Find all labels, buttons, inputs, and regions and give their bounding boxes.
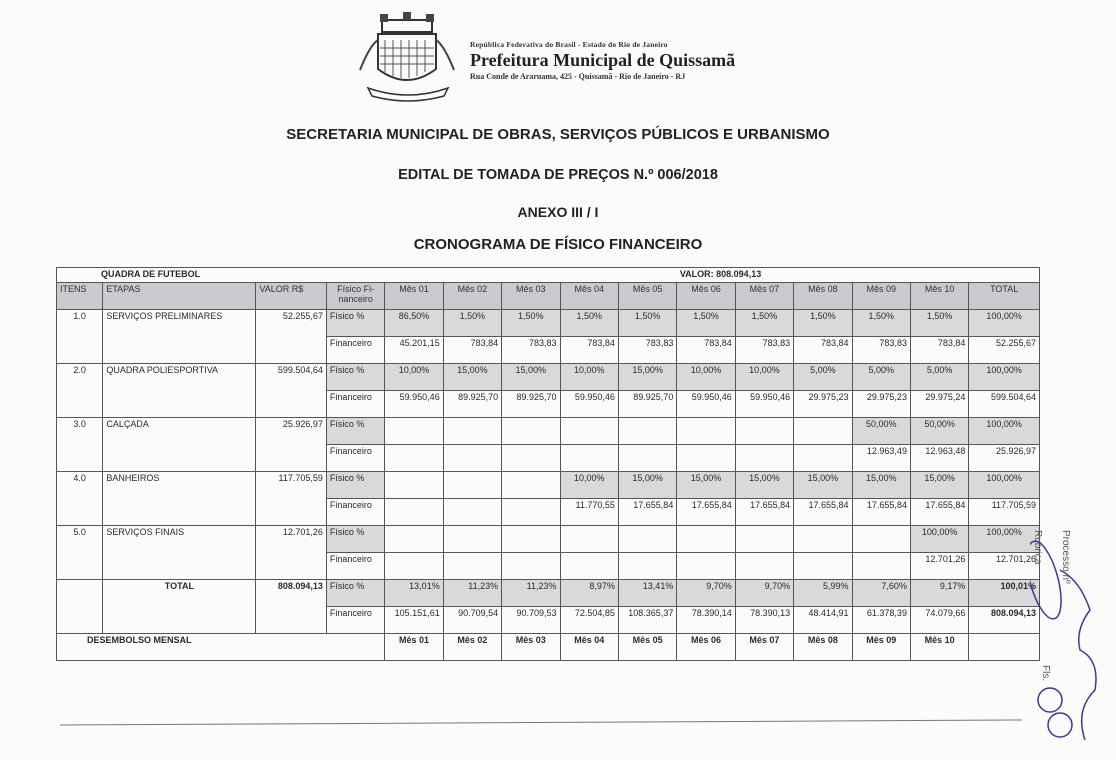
fisico-cell: 1,50% <box>502 310 560 337</box>
financeiro-label: Financeiro <box>326 607 384 634</box>
fisico-cell <box>618 526 676 553</box>
financeiro-cell <box>385 553 443 580</box>
financeiro-cell <box>560 445 618 472</box>
fisico-cell <box>385 526 443 553</box>
cronograma-table <box>56 267 1040 661</box>
rubrica-label: Rubrica <box>1032 530 1043 565</box>
financeiro-cell <box>735 445 793 472</box>
total-financeiro-cell: 78.390,14 <box>677 607 735 634</box>
total-fisico-cell: 13,01% <box>385 580 443 607</box>
fisico-label: Físico % <box>326 580 384 607</box>
fisico-cell <box>677 526 735 553</box>
fisico-cell: 15,00% <box>794 472 852 499</box>
item-etapa: QUADRA POLIESPORTIVA <box>103 364 256 418</box>
fisico-cell <box>735 418 793 445</box>
fisico-total: 100,00% <box>969 472 1040 499</box>
financeiro-cell <box>794 553 852 580</box>
total-fisico-cell: 9,70% <box>735 580 793 607</box>
financeiro-cell: 17.655,84 <box>735 499 793 526</box>
secretaria-heading: SECRETARIA MUNICIPAL DE OBRAS, SERVIÇOS PÚBLICOS E URBANISMO <box>286 126 830 143</box>
fisico-cell: 10,00% <box>560 472 618 499</box>
fisico-label: Físico % <box>326 526 384 553</box>
processo-label: Processo nº <box>1060 530 1071 584</box>
column-header: Mês 03 <box>502 283 560 310</box>
fisico-cell: 86,50% <box>385 310 443 337</box>
fisico-label: Físico % <box>326 418 384 445</box>
fisico-cell <box>385 418 443 445</box>
total-financeiro-cell: 72.504,85 <box>560 607 618 634</box>
fisico-cell: 5,00% <box>794 364 852 391</box>
item-number: 4.0 <box>57 472 103 526</box>
total-fisico-cell: 11,23% <box>443 580 501 607</box>
fisico-total: 100,00% <box>969 364 1040 391</box>
financeiro-cell <box>443 445 501 472</box>
fisico-cell <box>443 472 501 499</box>
project-name: QUADRA DE FUTEBOL <box>57 268 677 283</box>
financeiro-cell: 783,84 <box>677 337 735 364</box>
fisico-cell <box>794 418 852 445</box>
total-financeiro-cell: 61.378,39 <box>852 607 910 634</box>
financeiro-cell: 783,83 <box>618 337 676 364</box>
financeiro-cell: 17.655,84 <box>618 499 676 526</box>
item-valor: 599.504,64 <box>256 364 326 418</box>
fisico-cell: 50,00% <box>852 418 910 445</box>
total-financeiro-cell: 90.709,54 <box>443 607 501 634</box>
fisico-cell <box>618 418 676 445</box>
total-financeiro-cell: 90.709,53 <box>502 607 560 634</box>
item-number: 5.0 <box>57 526 103 580</box>
desembolso-month: Mês 07 <box>735 634 793 661</box>
financeiro-cell: 783,84 <box>560 337 618 364</box>
financeiro-cell <box>677 553 735 580</box>
desembolso-month: Mês 09 <box>852 634 910 661</box>
financeiro-cell <box>443 553 501 580</box>
financeiro-cell <box>502 445 560 472</box>
financeiro-label: Financeiro <box>326 553 384 580</box>
total-fisico-cell: 8,97% <box>560 580 618 607</box>
fisico-cell: 10,00% <box>677 364 735 391</box>
fisico-cell: 1,50% <box>794 310 852 337</box>
item-etapa: BANHEIROS <box>103 472 256 526</box>
total-financeiro-cell: 78.390,13 <box>735 607 793 634</box>
financeiro-cell: 783,84 <box>443 337 501 364</box>
financeiro-cell <box>385 445 443 472</box>
item-etapa: SERVIÇOS FINAIS <box>103 526 256 580</box>
table-header-row <box>57 283 1040 310</box>
financeiro-total: 25.926,97 <box>969 445 1040 472</box>
financeiro-cell: 783,83 <box>735 337 793 364</box>
financeiro-cell: 45.201,15 <box>385 337 443 364</box>
financeiro-cell: 17.655,84 <box>677 499 735 526</box>
fisico-cell <box>502 526 560 553</box>
fisico-total: 100,00% <box>969 310 1040 337</box>
coat-of-arms-icon <box>350 10 465 105</box>
financeiro-cell: 59.950,46 <box>560 391 618 418</box>
financeiro-label: Financeiro <box>326 445 384 472</box>
financeiro-cell: 17.655,84 <box>794 499 852 526</box>
financeiro-cell: 29.975,24 <box>910 391 968 418</box>
fisico-cell <box>794 526 852 553</box>
financeiro-cell: 89.925,70 <box>443 391 501 418</box>
fisico-total: 100,00% <box>969 418 1040 445</box>
financeiro-cell: 89.925,70 <box>618 391 676 418</box>
financeiro-cell <box>677 445 735 472</box>
financeiro-cell: 12.701,26 <box>910 553 968 580</box>
fisico-cell: 15,00% <box>735 472 793 499</box>
fisico-cell <box>735 526 793 553</box>
fisico-cell: 5,00% <box>910 364 968 391</box>
fisico-cell: 100,00% <box>910 526 968 553</box>
financeiro-cell <box>502 553 560 580</box>
item-valor: 52.255,67 <box>256 310 326 364</box>
financeiro-cell <box>560 553 618 580</box>
total-valor: 808.094,13 <box>256 580 326 634</box>
signature-line <box>60 719 1022 725</box>
desembolso-month: Mês 03 <box>502 634 560 661</box>
fls-label: Fls. <box>1040 665 1051 682</box>
edital-heading: EDITAL DE TOMADA DE PREÇOS N.º 006/2018 <box>398 167 718 183</box>
total-financeiro-cell: 48.414,91 <box>794 607 852 634</box>
item-valor: 12.701,26 <box>256 526 326 580</box>
financeiro-cell: 783,83 <box>502 337 560 364</box>
desembolso-row <box>57 634 1040 661</box>
handwritten-signature-icon <box>1030 530 1110 750</box>
financeiro-cell <box>735 553 793 580</box>
fisico-cell: 1,50% <box>560 310 618 337</box>
total-financeiro-cell: 105.151,61 <box>385 607 443 634</box>
fisico-cell <box>443 526 501 553</box>
column-header: Mês 07 <box>735 283 793 310</box>
desembolso-month: Mês 10 <box>910 634 968 661</box>
desembolso-month: Mês 01 <box>385 634 443 661</box>
financeiro-label: Financeiro <box>326 337 384 364</box>
desembolso-label: DESEMBOLSO MENSAL <box>57 634 385 661</box>
total-fisico-cell: 9,70% <box>677 580 735 607</box>
column-header: Mês 06 <box>677 283 735 310</box>
item-number: 1.0 <box>57 310 103 364</box>
total-financeiro-total: 808.094,13 <box>969 607 1040 634</box>
letterhead-title: Prefeitura Municipal de Quissamã <box>470 50 736 70</box>
item-number: 3.0 <box>57 418 103 472</box>
fisico-cell: 15,00% <box>910 472 968 499</box>
fisico-cell: 5,00% <box>852 364 910 391</box>
financeiro-cell: 783,84 <box>910 337 968 364</box>
financeiro-cell: 17.655,84 <box>910 499 968 526</box>
financeiro-total: 12.701,26 <box>969 553 1040 580</box>
item-number: 2.0 <box>57 364 103 418</box>
fisico-cell: 15,00% <box>677 472 735 499</box>
financeiro-cell: 17.655,84 <box>852 499 910 526</box>
item-etapa: CALÇADA <box>103 418 256 472</box>
fisico-cell <box>560 418 618 445</box>
financeiro-label: Financeiro <box>326 499 384 526</box>
financeiro-cell: 59.950,46 <box>385 391 443 418</box>
total-fisico-cell: 11,23% <box>502 580 560 607</box>
cronograma-heading: CRONOGRAMA DE FÍSICO FINANCEIRO <box>413 236 703 253</box>
financeiro-cell <box>443 499 501 526</box>
letterhead-address: Rua Conde de Araruama, 425 - Quissamã - Rio de Janeiro - RJ <box>470 72 686 81</box>
financeiro-total: 599.504,64 <box>969 391 1040 418</box>
financeiro-cell: 89.925,70 <box>502 391 560 418</box>
protocol-stamp <box>1030 530 1110 750</box>
fisico-cell <box>502 418 560 445</box>
letterhead-subtitle: República Federativa do Brasil - Estado do Rio de Janeiro <box>470 40 668 49</box>
column-header: Mês 05 <box>618 283 676 310</box>
table-row <box>57 364 1040 391</box>
table-row <box>57 418 1040 445</box>
fisico-cell <box>385 472 443 499</box>
column-header: Mês 08 <box>794 283 852 310</box>
total-fisico-total: 100,01% <box>969 580 1040 607</box>
fisico-cell: 10,00% <box>385 364 443 391</box>
fisico-label: Físico % <box>326 472 384 499</box>
column-header: Físico Fi-nanceiro <box>326 283 384 310</box>
desembolso-month: Mês 06 <box>677 634 735 661</box>
financeiro-label: Financeiro <box>326 391 384 418</box>
total-blank <box>57 580 103 634</box>
column-header: Mês 02 <box>443 283 501 310</box>
fisico-label: Físico % <box>326 310 384 337</box>
fisico-cell: 15,00% <box>852 472 910 499</box>
fisico-cell <box>560 526 618 553</box>
fisico-cell: 1,50% <box>852 310 910 337</box>
fisico-cell: 1,50% <box>735 310 793 337</box>
fisico-cell: 10,00% <box>560 364 618 391</box>
financeiro-cell: 12.963,49 <box>852 445 910 472</box>
column-header: ITENS <box>57 283 103 310</box>
fisico-cell <box>677 418 735 445</box>
column-header: Mês 10 <box>910 283 968 310</box>
financeiro-cell: 11.770,55 <box>560 499 618 526</box>
table-row <box>57 526 1040 553</box>
desembolso-month: Mês 08 <box>794 634 852 661</box>
fisico-label: Físico % <box>326 364 384 391</box>
fisico-cell <box>443 418 501 445</box>
financeiro-total: 117.705,59 <box>969 499 1040 526</box>
financeiro-cell <box>502 499 560 526</box>
valor-total: VALOR: 808.094,13 <box>677 268 1040 283</box>
column-header: TOTAL <box>969 283 1040 310</box>
column-header: Mês 04 <box>560 283 618 310</box>
item-valor: 25.926,97 <box>256 418 326 472</box>
financeiro-cell <box>794 445 852 472</box>
item-valor: 117.705,59 <box>256 472 326 526</box>
column-header: Mês 09 <box>852 283 910 310</box>
fisico-cell: 1,50% <box>443 310 501 337</box>
fisico-cell: 15,00% <box>443 364 501 391</box>
financeiro-cell: 59.950,46 <box>735 391 793 418</box>
desembolso-blank <box>969 634 1040 661</box>
financeiro-cell <box>852 553 910 580</box>
fisico-cell: 1,50% <box>910 310 968 337</box>
financeiro-cell <box>385 499 443 526</box>
table-row <box>57 472 1040 499</box>
financeiro-total: 52.255,67 <box>969 337 1040 364</box>
fisico-total: 100,00% <box>969 526 1040 553</box>
financeiro-cell: 29.975,23 <box>852 391 910 418</box>
total-fisico-cell: 5,99% <box>794 580 852 607</box>
fisico-cell: 1,50% <box>618 310 676 337</box>
table-row <box>57 310 1040 337</box>
fisico-cell: 10,00% <box>735 364 793 391</box>
financeiro-cell: 59.950,46 <box>677 391 735 418</box>
desembolso-month: Mês 02 <box>443 634 501 661</box>
column-header: VALOR R$ <box>256 283 326 310</box>
fisico-cell: 1,50% <box>677 310 735 337</box>
letterhead <box>350 10 770 105</box>
total-label: TOTAL <box>103 580 256 634</box>
financeiro-cell: 12.963,48 <box>910 445 968 472</box>
fisico-cell: 15,00% <box>502 364 560 391</box>
financeiro-cell <box>618 553 676 580</box>
total-fisico-cell: 7,60% <box>852 580 910 607</box>
financeiro-cell: 783,84 <box>794 337 852 364</box>
total-financeiro-cell: 108.365,37 <box>618 607 676 634</box>
fisico-cell: 15,00% <box>618 364 676 391</box>
total-fisico-cell: 9,17% <box>910 580 968 607</box>
item-etapa: SERVIÇOS PRELIMINARES <box>103 310 256 364</box>
total-fisico-cell: 13,41% <box>618 580 676 607</box>
desembolso-month: Mês 05 <box>618 634 676 661</box>
fisico-cell: 50,00% <box>910 418 968 445</box>
financeiro-cell: 783,83 <box>852 337 910 364</box>
desembolso-month: Mês 04 <box>560 634 618 661</box>
anexo-heading: ANEXO III / I <box>517 204 599 220</box>
financeiro-cell <box>618 445 676 472</box>
total-financeiro-cell: 74.079,66 <box>910 607 968 634</box>
total-row <box>57 580 1040 607</box>
fisico-cell <box>852 526 910 553</box>
financeiro-cell: 29.975,23 <box>794 391 852 418</box>
column-header: ETAPAS <box>103 283 256 310</box>
fisico-cell <box>502 472 560 499</box>
fisico-cell: 15,00% <box>618 472 676 499</box>
column-header: Mês 01 <box>385 283 443 310</box>
